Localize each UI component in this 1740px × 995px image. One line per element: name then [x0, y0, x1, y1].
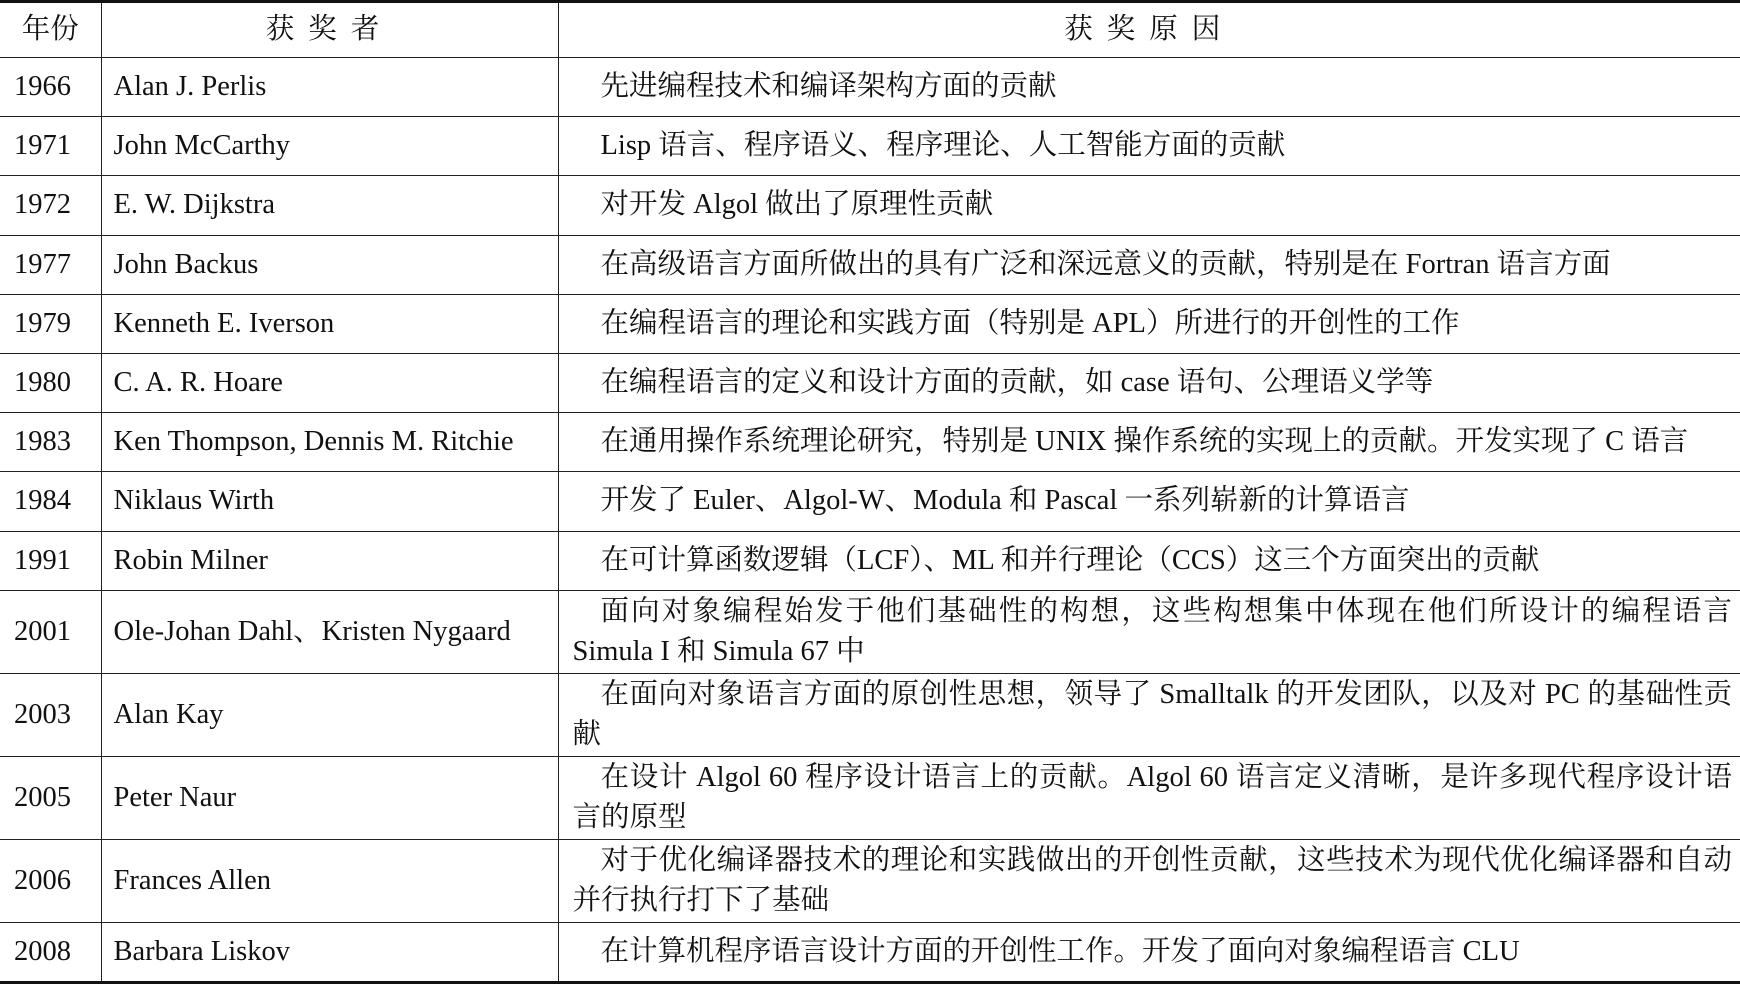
table-row: [0, 176, 1740, 235]
cell-winner: Robin Milner: [101, 531, 558, 590]
cell-reason: 在可计算函数逻辑（LCF）、ML 和并行理论（CCS）这三个方面突出的贡献: [558, 531, 1740, 590]
table-row: [0, 353, 1740, 412]
cell-winner: Alan Kay: [101, 673, 558, 756]
cell-year: 2008: [0, 923, 101, 982]
cell-year: 1971: [0, 117, 101, 176]
cell-year: 1977: [0, 235, 101, 294]
cell-reason: 在高级语言方面所做出的具有广泛和深远意义的贡献，特别是在 Fortran 语言方面: [558, 235, 1740, 294]
table-row: [0, 58, 1740, 117]
cell-reason: Lisp 语言、程序语义、程序理论、人工智能方面的贡献: [558, 117, 1740, 176]
table-row: [0, 757, 1740, 840]
cell-winner: Kenneth E. Iverson: [101, 294, 558, 353]
cell-winner: Ole-Johan Dahl、Kristen Nygaard: [101, 590, 558, 673]
cell-winner: E. W. Dijkstra: [101, 176, 558, 235]
cell-winner: Niklaus Wirth: [101, 472, 558, 531]
cell-reason: 先进编程技术和编译架构方面的贡献: [558, 58, 1740, 117]
cell-winner: John Backus: [101, 235, 558, 294]
cell-year: 1979: [0, 294, 101, 353]
cell-year: 1966: [0, 58, 101, 117]
cell-reason: 面向对象编程始发于他们基础性的构想，这些构想集中体现在他们所设计的编程语言 Simula I 和 Simula 67 中: [558, 590, 1740, 673]
header-winner: 获奖者: [101, 2, 558, 58]
table-row: [0, 673, 1740, 756]
table-row: [0, 235, 1740, 294]
cell-year: 1984: [0, 472, 101, 531]
cell-winner: C. A. R. Hoare: [101, 353, 558, 412]
cell-reason: 在设计 Algol 60 程序设计语言上的贡献。Algol 60 语言定义清晰，是许多现代程序设计语言的原型: [558, 757, 1740, 840]
cell-winner: Barbara Liskov: [101, 923, 558, 982]
header-reason: 获奖原因: [558, 2, 1740, 58]
cell-reason: 开发了 Euler、Algol-W、Modula 和 Pascal 一系列崭新的计算语言: [558, 472, 1740, 531]
table-row: [0, 472, 1740, 531]
cell-reason: 对于优化编译器技术的理论和实践做出的开创性贡献，这些技术为现代优化编译器和自动并行执行打下了基础: [558, 840, 1740, 923]
cell-year: 1972: [0, 176, 101, 235]
table-row: [0, 840, 1740, 923]
table-row: [0, 294, 1740, 353]
header-row: [0, 2, 1740, 58]
cell-year: 2001: [0, 590, 101, 673]
cell-year: 2005: [0, 757, 101, 840]
table-row: [0, 413, 1740, 472]
cell-year: 1983: [0, 413, 101, 472]
cell-reason: 在面向对象语言方面的原创性思想，领导了 Smalltalk 的开发团队，以及对 PC 的基础性贡献: [558, 673, 1740, 756]
cell-winner: Frances Allen: [101, 840, 558, 923]
table-body: [0, 58, 1740, 983]
cell-winner: Alan J. Perlis: [101, 58, 558, 117]
cell-year: 1980: [0, 353, 101, 412]
cell-winner: Peter Naur: [101, 757, 558, 840]
table-row: [0, 923, 1740, 982]
cell-reason: 在编程语言的定义和设计方面的贡献，如 case 语句、公理语义学等: [558, 353, 1740, 412]
table-header: [0, 2, 1740, 58]
cell-reason: 在编程语言的理论和实践方面（特别是 APL）所进行的开创性的工作: [558, 294, 1740, 353]
table-row: [0, 117, 1740, 176]
cell-year: 2003: [0, 673, 101, 756]
cell-reason: 在计算机程序语言设计方面的开创性工作。开发了面向对象编程语言 CLU: [558, 923, 1740, 982]
cell-winner: John McCarthy: [101, 117, 558, 176]
cell-reason: 在通用操作系统理论研究，特别是 UNIX 操作系统的实现上的贡献。开发实现了 C 语言: [558, 413, 1740, 472]
cell-winner: Ken Thompson, Dennis M. Ritchie: [101, 413, 558, 472]
cell-year: 2006: [0, 840, 101, 923]
cell-reason: 对开发 Algol 做出了原理性贡献: [558, 176, 1740, 235]
cell-year: 1991: [0, 531, 101, 590]
table-row: [0, 590, 1740, 673]
table-row: [0, 531, 1740, 590]
header-year: 年份: [0, 2, 101, 58]
